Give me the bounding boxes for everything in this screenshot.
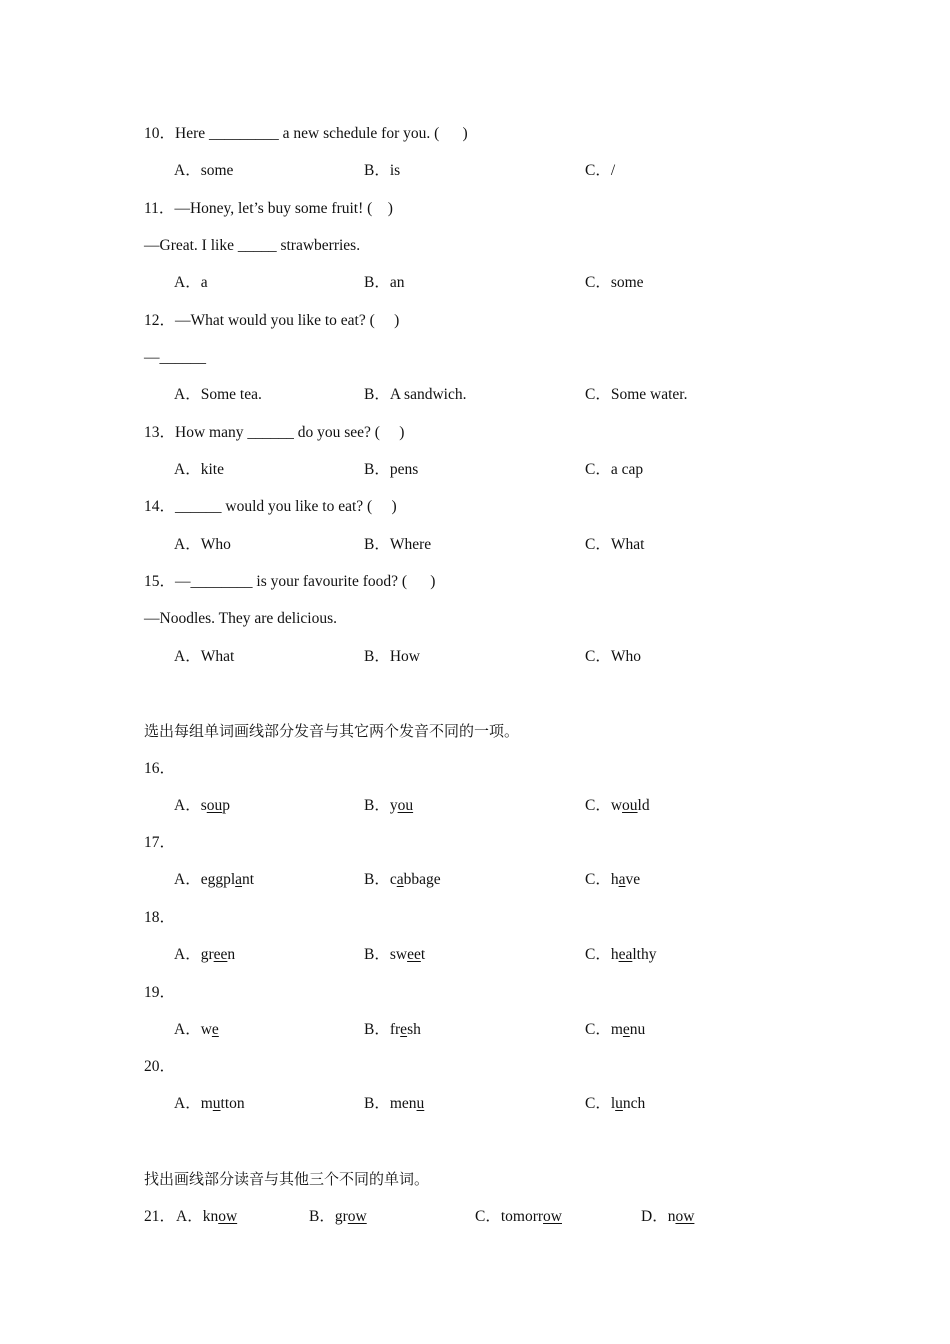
option-label: A．	[174, 386, 201, 403]
question-number: 12．	[144, 312, 176, 329]
word-segment: tton	[220, 1095, 245, 1112]
underlined-segment: e	[211, 1021, 219, 1038]
question-number: 20．	[144, 1058, 176, 1075]
word-segment: p	[222, 797, 230, 814]
question-dialogue-line	[144, 609, 337, 629]
option-label: A．	[174, 648, 201, 665]
word-segment: How	[389, 648, 420, 665]
option-a	[174, 796, 230, 816]
word-segment: Some water.	[610, 386, 688, 403]
underlined-segment: ou	[622, 797, 638, 814]
underlined-segment: ow	[543, 1208, 562, 1225]
option-b	[364, 796, 413, 816]
option-label: D．	[641, 1208, 668, 1225]
option-c	[585, 796, 650, 816]
section-instruction	[144, 1169, 429, 1189]
word-segment: What	[200, 648, 235, 665]
option-label: B．	[364, 1021, 390, 1038]
word-segment: eggpl	[200, 871, 236, 888]
word-segment: nu	[629, 1021, 646, 1038]
option-a	[174, 870, 254, 890]
question-text: —Honey, let’s buy some fruit! ( )	[174, 200, 393, 217]
underlined-segment: ow	[218, 1208, 238, 1225]
option-label: B．	[364, 871, 390, 888]
option-c	[585, 1020, 645, 1040]
option-label: C．	[585, 797, 611, 814]
option-a	[174, 1020, 219, 1040]
underlined-segment: u	[615, 1095, 623, 1112]
underlined-segment: ee	[213, 946, 228, 963]
option-label: B．	[364, 386, 390, 403]
word-segment: Where	[389, 536, 432, 553]
word-segment: gr	[334, 1208, 348, 1225]
option-label: C．	[585, 1021, 611, 1038]
question-dialogue-line	[144, 348, 206, 368]
question-17	[144, 833, 175, 853]
underlined-segment: e	[622, 1021, 630, 1038]
instruction-text: 选出每组单词画线部分发音与其它两个发音不同的一项。	[144, 722, 520, 740]
option-label: A．	[174, 1095, 201, 1112]
word-segment: l	[610, 1095, 616, 1112]
option-label: C．	[585, 536, 611, 553]
word-segment: h	[610, 946, 619, 963]
question-number: 17．	[144, 834, 176, 851]
question-dialogue-line	[144, 236, 360, 256]
option-label: B．	[364, 461, 390, 478]
option-label: C．	[585, 162, 611, 179]
option-label: B．	[364, 536, 390, 553]
question-18	[144, 908, 175, 928]
underlined-segment: ow	[347, 1208, 367, 1225]
word-segment: a	[200, 274, 208, 291]
option-c	[585, 161, 615, 181]
option-b	[364, 1020, 421, 1040]
word-segment: nch	[622, 1095, 646, 1112]
question-14	[144, 497, 397, 517]
option-label: C．	[585, 274, 611, 291]
option-label: B．	[364, 797, 390, 814]
word-segment: c	[389, 871, 397, 888]
option-b	[364, 161, 400, 181]
option-label: B．	[364, 274, 390, 291]
option-label: A．	[174, 797, 201, 814]
option-c	[585, 1094, 645, 1114]
option-label: C．	[585, 648, 611, 665]
option-label: A．	[174, 461, 201, 478]
option-b	[364, 870, 441, 890]
word-segment: a cap	[610, 461, 644, 478]
word-segment: m	[610, 1021, 623, 1038]
word-segment: an	[389, 274, 405, 291]
option-a	[174, 161, 233, 181]
word-segment: some	[200, 162, 234, 179]
word-segment: A sandwich.	[389, 386, 467, 403]
option-c	[475, 1207, 562, 1227]
question-text: Here _________ a new schedule for you. ( )	[175, 125, 468, 142]
option-b	[364, 647, 420, 667]
question-text: —________ is your favourite food? ( )	[175, 573, 436, 590]
question-text: ______ would you like to eat? ( )	[175, 498, 397, 515]
dialogue-text: —______	[144, 349, 206, 366]
question-number: 19．	[144, 984, 176, 1001]
option-label: A．	[174, 871, 201, 888]
option-c	[585, 273, 644, 293]
word-segment: bbage	[403, 871, 441, 888]
word-segment: tomorr	[500, 1208, 544, 1225]
option-a	[174, 1094, 245, 1114]
question-16	[144, 759, 175, 779]
question-number: 13．	[144, 424, 176, 441]
option-b	[364, 535, 431, 555]
question-number: 10．	[144, 125, 176, 142]
option-a	[174, 273, 208, 293]
option-label: A．	[176, 1208, 203, 1225]
option-label: C．	[585, 386, 611, 403]
option-label: C．	[475, 1208, 501, 1225]
word-segment: sh	[407, 1021, 421, 1038]
word-segment: Some tea.	[200, 386, 262, 403]
word-segment: kn	[202, 1208, 219, 1225]
word-segment: w	[610, 797, 623, 814]
word-segment: h	[610, 871, 619, 888]
word-segment: w	[200, 1021, 212, 1038]
option-c	[585, 647, 641, 667]
word-segment: lthy	[632, 946, 657, 963]
option-a	[174, 535, 231, 555]
question-number: 15．	[144, 573, 176, 590]
option-label: A．	[174, 946, 201, 963]
word-segment: /	[610, 162, 616, 179]
underlined-segment: a	[235, 871, 243, 888]
option-b	[364, 460, 418, 480]
option-a	[174, 647, 234, 667]
option-b	[364, 273, 404, 293]
word-segment: n	[667, 1208, 676, 1225]
word-segment: pens	[389, 461, 419, 478]
option-label: C．	[585, 1095, 611, 1112]
question-13	[144, 423, 404, 443]
underlined-segment: a	[396, 871, 404, 888]
question-20	[144, 1057, 175, 1077]
option-a	[174, 460, 224, 480]
word-segment: t	[420, 946, 426, 963]
option-b	[364, 945, 425, 965]
option-b	[309, 1207, 367, 1227]
word-segment: s	[200, 797, 207, 814]
word-segment: ld	[637, 797, 650, 814]
option-label: A．	[174, 274, 201, 291]
word-segment: Who	[610, 648, 641, 665]
question-number: 16．	[144, 760, 176, 777]
question-number: 11．	[144, 200, 175, 217]
option-c	[585, 870, 640, 890]
question-15	[144, 572, 435, 592]
word-segment: Who	[200, 536, 231, 553]
question-11	[144, 199, 393, 219]
word-segment: What	[610, 536, 645, 553]
option-label: A．	[174, 1021, 201, 1038]
instruction-text: 找出画线部分读音与其他三个不同的单词。	[144, 1170, 430, 1188]
option-a	[174, 945, 235, 965]
word-segment: sw	[389, 946, 408, 963]
option-label: B．	[364, 162, 390, 179]
option-label: C．	[585, 946, 611, 963]
option-label: A．	[174, 162, 201, 179]
question-number: 18．	[144, 909, 176, 926]
option-a	[174, 385, 262, 405]
question-21	[144, 1207, 175, 1227]
underlined-segment: ou	[206, 797, 223, 814]
underlined-segment: u	[416, 1095, 425, 1112]
section-instruction	[144, 721, 519, 741]
word-segment: some	[610, 274, 644, 291]
underlined-segment: a	[618, 871, 626, 888]
option-label: B．	[364, 648, 390, 665]
underlined-segment: ea	[618, 946, 633, 963]
word-segment: gr	[200, 946, 214, 963]
option-label: A．	[174, 536, 201, 553]
option-a	[176, 1207, 237, 1227]
underlined-segment: e	[400, 1021, 408, 1038]
option-c	[585, 385, 687, 405]
question-number: 21．	[144, 1208, 176, 1225]
underlined-segment: ow	[675, 1208, 695, 1225]
option-label: B．	[309, 1208, 335, 1225]
underlined-segment: ee	[407, 946, 421, 963]
word-segment: y	[389, 797, 398, 814]
word-segment: kite	[200, 461, 224, 478]
question-text: —What would you like to eat? ( )	[175, 312, 400, 329]
dialogue-text: —Noodles. They are delicious.	[144, 610, 337, 627]
word-segment: is	[389, 162, 401, 179]
option-label: B．	[364, 946, 390, 963]
option-b	[364, 385, 466, 405]
option-c	[585, 945, 656, 965]
option-label: C．	[585, 461, 611, 478]
word-segment: m	[200, 1095, 213, 1112]
word-segment: ve	[625, 871, 641, 888]
question-10	[144, 124, 468, 144]
option-c	[585, 460, 643, 480]
underlined-segment: u	[212, 1095, 221, 1112]
option-label: C．	[585, 871, 611, 888]
question-19	[144, 983, 175, 1003]
question-12	[144, 311, 399, 331]
option-d	[641, 1207, 694, 1227]
word-segment: fr	[389, 1021, 401, 1038]
option-c	[585, 535, 644, 555]
word-segment: men	[389, 1095, 417, 1112]
question-text: How many ______ do you see? ( )	[175, 424, 405, 441]
word-segment: n	[227, 946, 236, 963]
underlined-segment: ou	[397, 797, 414, 814]
option-b	[364, 1094, 424, 1114]
question-number: 14．	[144, 498, 176, 515]
word-segment: nt	[242, 871, 255, 888]
dialogue-text: —Great. I like _____ strawberries.	[144, 237, 361, 254]
option-label: B．	[364, 1095, 390, 1112]
